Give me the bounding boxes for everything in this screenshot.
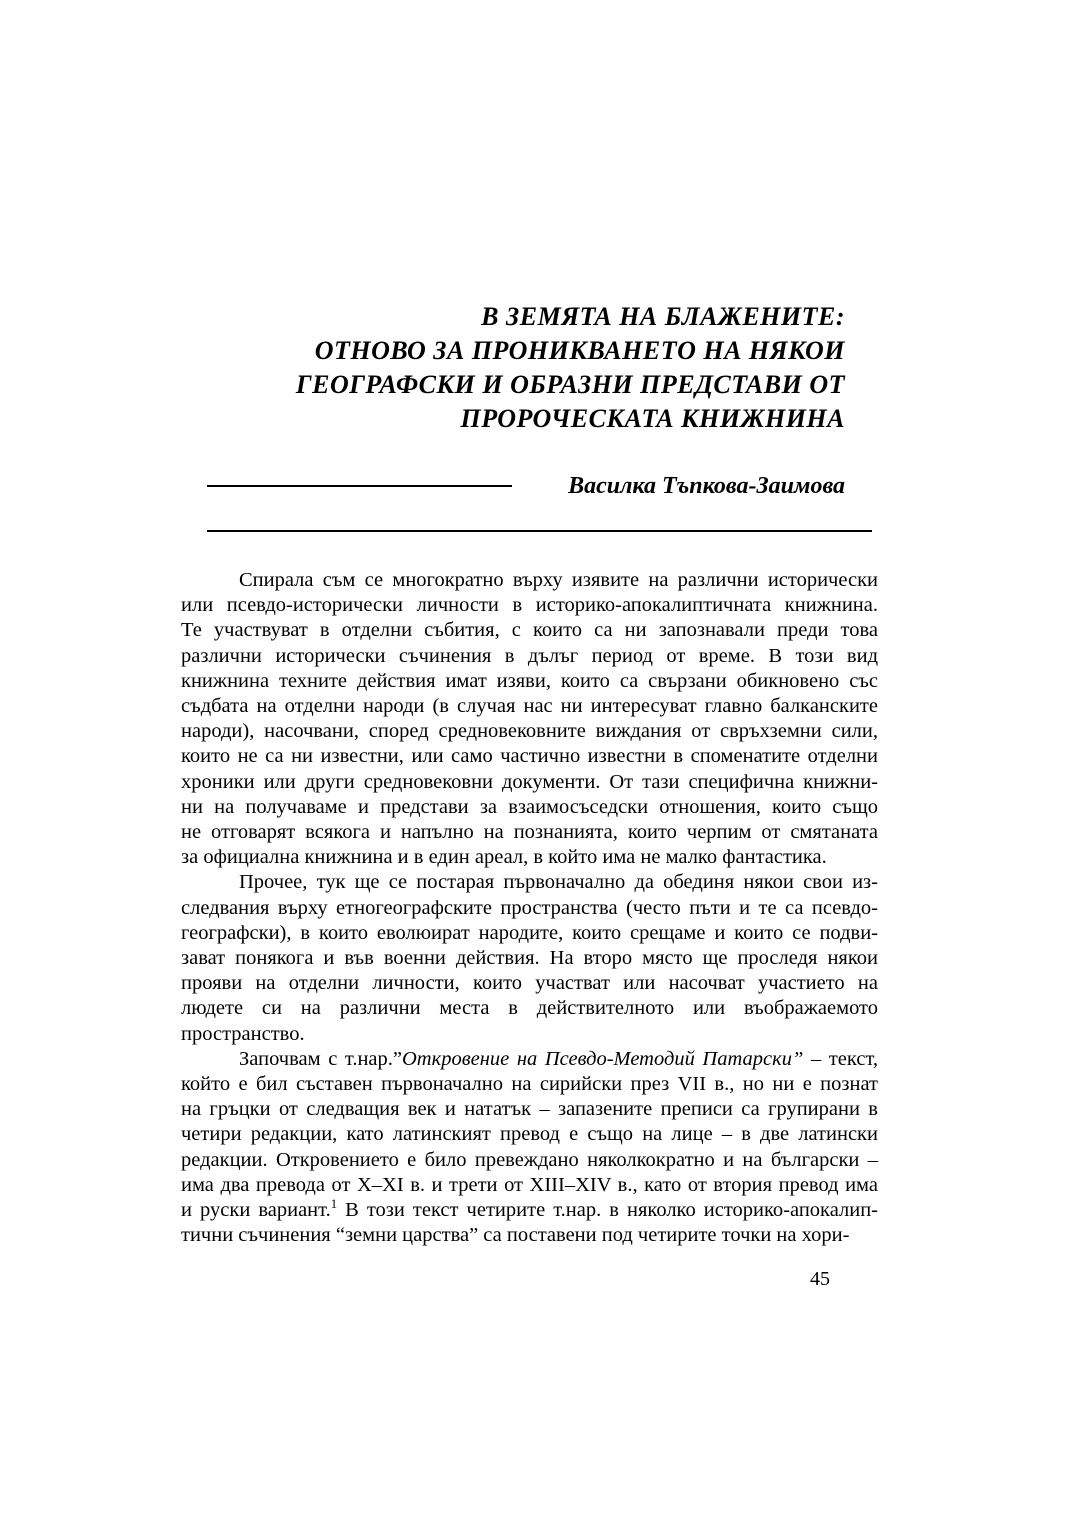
- page-number: 45: [810, 1268, 830, 1290]
- text-run: на гръцки от следващия век и нататък – запазените преписи са групирани в: [181, 1098, 878, 1121]
- text-run: Те участвуват в отделни събития, с които са ни запознавали преди това: [181, 619, 878, 642]
- text-line: [181, 921, 878, 946]
- text-line: [181, 896, 878, 921]
- text-line: [181, 996, 878, 1021]
- text-run: географски), в които еволюират народите, които срещаме и които се подви-: [181, 921, 878, 944]
- text-run: различни исторически съчинения в дълъг период от време. В този вид: [181, 644, 878, 667]
- text-run: людете си на различни места в действителното или въображаемото: [181, 997, 878, 1020]
- text-run: народи), насочвани, според средновековните виждания от свръхземни сили,: [181, 720, 878, 743]
- footnote-marker: 1: [330, 1197, 338, 1212]
- text-run: за официална книжнина и в един ареал, в който има не малко фантастика.: [181, 846, 827, 869]
- text-run: В ЗЕМЯТА НА БЛАЖЕНИТЕ:: [481, 302, 845, 331]
- text-line: [181, 644, 878, 669]
- text-line: [181, 971, 878, 996]
- text-run: четири редакции, като латинският превод е също на лице – в две латински: [181, 1123, 878, 1146]
- text-run: ОТНОВО ЗА ПРОНИКВАНЕТО НА НЯКОИ: [314, 336, 845, 365]
- text-run: който е бил съставен първоначално на сирийски през VII в., но ни е познат: [181, 1073, 878, 1096]
- text-line: [181, 1022, 878, 1047]
- text-line: [181, 1223, 878, 1248]
- text-line: [181, 845, 878, 870]
- text-run: пространство.: [181, 1022, 305, 1045]
- text-run: редакции. Откровението е било превеждано няколкократно и на български –: [181, 1148, 878, 1171]
- text-run: книжнина техните действия имат изяви, които са свързани обикновено със: [181, 669, 878, 692]
- text-line: [181, 669, 878, 694]
- text-line: [181, 334, 845, 368]
- text-line: [181, 820, 878, 845]
- text-run: хроники или други средновековни документи. От тази специфична книжни-: [181, 770, 878, 793]
- text-line: [181, 1198, 878, 1223]
- text-line: [181, 618, 878, 643]
- text-line: [181, 770, 878, 795]
- text-run: В този текст четирите т.нар. в няколко историко-апокалип-: [337, 1199, 878, 1222]
- text-run: Започвам с т.нар.”: [239, 1047, 402, 1070]
- paragraph: [181, 568, 878, 870]
- text-run: Спирала съм се многократно върху изявите на различни исторически: [239, 569, 878, 591]
- text-run: – текст,: [803, 1047, 878, 1070]
- body-text: [181, 568, 878, 1248]
- author-name: Василка Тъпкова-Заимова: [568, 472, 845, 499]
- article-title: [181, 300, 845, 436]
- separator-rule: [207, 530, 872, 532]
- text-run: ПРОРОЧЕСКАТА КНИЖНИНА: [460, 404, 845, 433]
- text-run: и руски вариант.: [181, 1199, 331, 1222]
- text-line: [181, 368, 845, 402]
- author-rule: [207, 485, 512, 487]
- paragraph: [181, 870, 878, 1046]
- text-line: [181, 1047, 878, 1072]
- text-line: [181, 946, 878, 971]
- text-run: Прочее, тук ще се постарая първоначално да обединя някои свои из-: [239, 871, 878, 894]
- text-line: [181, 744, 878, 769]
- text-run: съдбата на отделни народи (в случая нас ни интересуват главно балканските: [181, 695, 878, 718]
- text-line: [181, 300, 845, 334]
- text-run: прояви на отделни личности, които участват или насочват участието на: [181, 972, 878, 995]
- text-run: не отговарят всякога и напълно на познанията, които черпим от смятаната: [181, 821, 878, 844]
- paragraph: [181, 1047, 878, 1249]
- text-run: тични съчинения “земни царства” са поставени под четирите точки на хори-: [181, 1224, 850, 1247]
- text-run: следвания върху етногеографските пространства (често пъти и те са псевдо-: [181, 896, 878, 919]
- text-run: ГЕОГРАФСКИ И ОБРАЗНИ ПРЕДСТАВИ ОТ: [295, 370, 845, 399]
- text-line: [181, 795, 878, 820]
- text-run: които не са ни известни, или само частично известни в споменатите отделни: [181, 745, 878, 768]
- text-line: [181, 1148, 878, 1173]
- text-run: или псевдо-исторически личности в историко-апокалиптичната книжнина.: [181, 594, 878, 617]
- text-line: [181, 1122, 878, 1147]
- author-row: [207, 468, 845, 504]
- text-line: [181, 402, 845, 436]
- text-line: [181, 1097, 878, 1122]
- text-line: [181, 719, 878, 744]
- text-line: [181, 694, 878, 719]
- text-run: има два превода от X–XI в. и трети от XIII–XIV в., като от втория превод има: [181, 1173, 878, 1196]
- text-line: [181, 1072, 878, 1097]
- text-run: зават понякога и във военни действия. На второ място ще проследя някои: [181, 947, 878, 970]
- text-line: [181, 593, 878, 618]
- text-run: ни на получаваме и представи за взаимосъседски отношения, които също: [181, 795, 878, 818]
- text-line: [181, 1173, 878, 1198]
- text-run: Откровение на Псевдо-Методий Патарски”: [402, 1047, 804, 1070]
- text-line: [181, 568, 878, 593]
- text-line: [181, 870, 878, 895]
